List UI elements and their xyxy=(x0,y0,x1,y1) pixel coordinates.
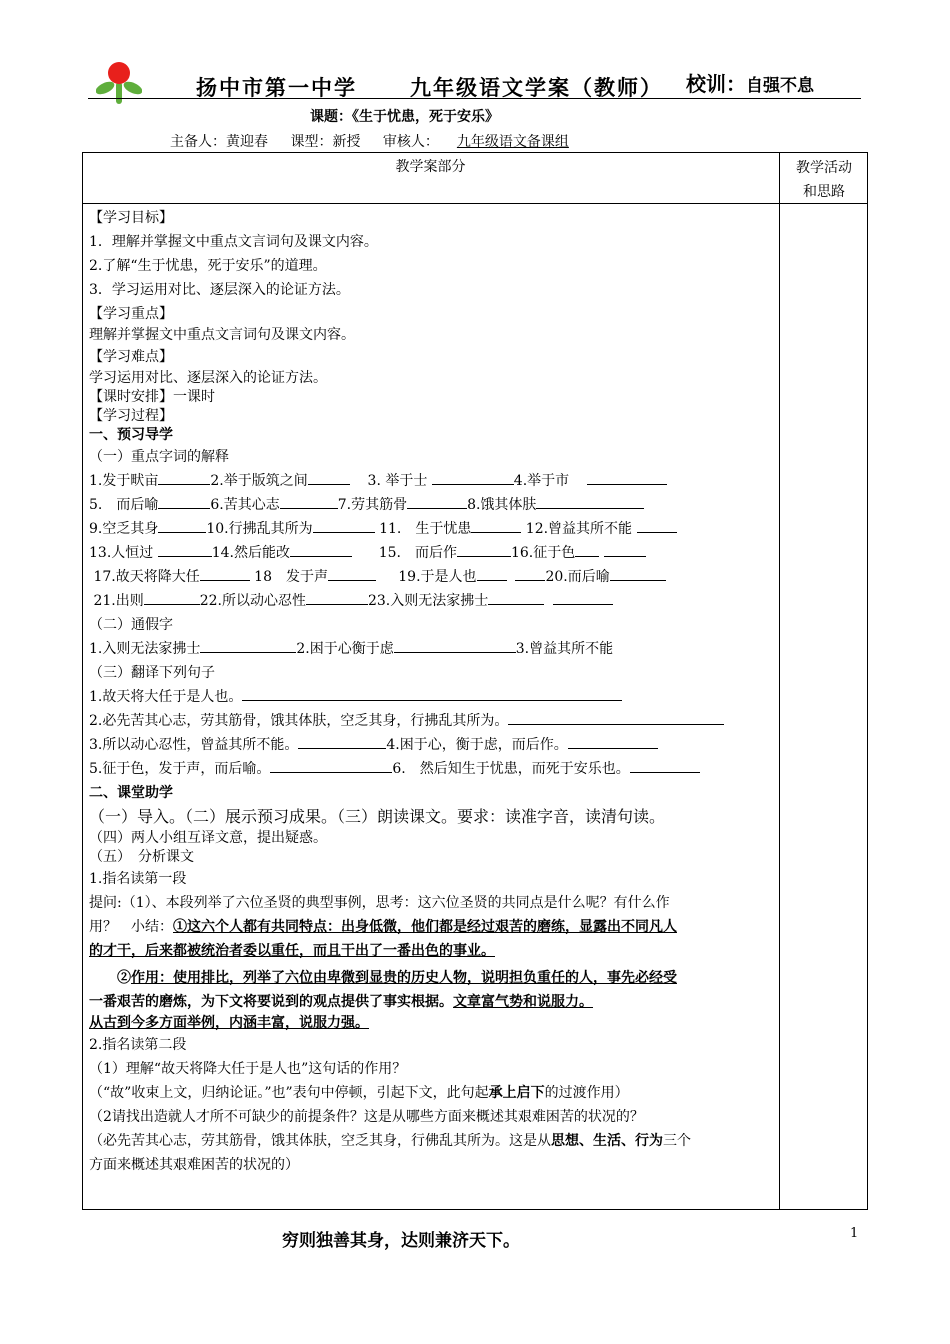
answer-blank[interactable] xyxy=(488,590,544,605)
goal-item: 3．学习运用对比、逐层深入的论证方法。 xyxy=(89,282,350,298)
goal-item: 1．理解并掌握文中重点文言词句及课文内容。 xyxy=(89,234,378,250)
motto-text: 自强不息 xyxy=(746,76,814,96)
answer-blank[interactable] xyxy=(630,758,700,773)
answer-keyword: 思想、生活、行为 xyxy=(551,1133,663,1149)
vocab-item: 21.出则 xyxy=(93,593,144,609)
reviewer xyxy=(383,134,587,150)
page-number: 1 xyxy=(850,1226,859,1241)
vocab-item: 9.空乏其身 xyxy=(89,521,159,537)
sub-heading: （三）翻译下列句子 xyxy=(89,665,215,681)
main-column-header: 教学案部分 xyxy=(395,159,466,175)
answer-blank[interactable] xyxy=(158,470,210,485)
vocab-row xyxy=(89,589,775,613)
vocab-item: 23.入则无法家拂士 xyxy=(367,593,489,609)
answer-blank[interactable] xyxy=(604,542,646,557)
vocab-item: 12.曾益其所不能 xyxy=(525,521,633,537)
summary-label: 用？ 小结： xyxy=(89,919,173,935)
side-column-header-line-1: 教学活动 xyxy=(796,160,852,176)
answer-blank[interactable] xyxy=(575,542,599,557)
vocab-item: 14.然后能改 xyxy=(211,545,290,561)
vocab-item: 20.而后喻 xyxy=(545,569,610,585)
vocab-item: 8.饿其体肤 xyxy=(467,497,537,513)
vocab-item: 16.征于色 xyxy=(510,545,576,561)
answer-blank[interactable] xyxy=(610,566,666,581)
vocab-item: 18 发于声 xyxy=(254,569,328,585)
document-title: 九年级语文学案（教师） xyxy=(410,76,663,100)
answer-blank[interactable] xyxy=(242,686,622,701)
side-column-header-line-2: 和思路 xyxy=(803,184,845,200)
question-line: （2请找出造就人才所不可缺少的前提条件？这是从哪些方面来概述其艰难困苦的状况的？ xyxy=(89,1109,644,1125)
vocab-item: 3. 举于士 xyxy=(367,473,428,489)
answer-blank[interactable] xyxy=(587,470,667,485)
vocab-item: 1.发于畎亩 xyxy=(89,473,159,489)
variant-item: 1.入则无法家拂士 xyxy=(89,641,201,657)
school-motto xyxy=(686,68,814,97)
variant-item: 3.曾益其所不能 xyxy=(515,641,614,657)
question-line: （1）理解“故天将降大任于是人也”这句话的作用？ xyxy=(89,1061,407,1077)
variant-char-row xyxy=(89,637,775,661)
vocab-item: 5. 而后喻 xyxy=(89,497,159,513)
vocab-row xyxy=(89,517,775,541)
answer-highlight: 从古到今多方面举例，内涵丰富，说服力强。 xyxy=(89,1015,369,1031)
answer-text: 的过渡作用） xyxy=(544,1085,629,1101)
translation-row xyxy=(89,733,775,757)
school-logo-icon xyxy=(96,60,142,106)
answer-blank[interactable] xyxy=(200,566,250,581)
vocab-item: 11. 生于忧患 xyxy=(379,521,472,537)
paragraph-task: 1.指名读第一段 xyxy=(89,871,187,887)
answer-line xyxy=(89,966,775,990)
section-heading: 【学习目标】 xyxy=(89,210,173,226)
answer-blank[interactable] xyxy=(290,542,352,557)
translation-item: 3.所以动心忍性，曾益其所不能。 xyxy=(89,737,299,753)
vocab-row xyxy=(89,469,775,493)
vocab-item: 22.所以动心忍性 xyxy=(199,593,306,609)
answer-blank[interactable] xyxy=(308,470,350,485)
footer-quote: 穷则独善其身，达则兼济天下。 xyxy=(282,1231,520,1251)
answer-blank[interactable] xyxy=(394,638,516,653)
answer-blank[interactable] xyxy=(637,518,677,533)
answer-text: （必先苦其心志，劳其筋骨，饿其体肤，空乏其身，行佛乱其所为。这是从 xyxy=(89,1133,551,1149)
vocab-item: 2.举于版筑之间 xyxy=(210,473,308,489)
answer-blank[interactable] xyxy=(144,590,200,605)
translation-item: 4.困于心，衡于虑，而后作。 xyxy=(386,737,568,753)
table-column-divider xyxy=(779,152,780,1210)
answer-blank[interactable] xyxy=(407,494,467,509)
answer-blank[interactable] xyxy=(200,638,296,653)
answer-blank[interactable] xyxy=(457,542,511,557)
sub-heading: （一）重点字词的解释 xyxy=(89,449,229,465)
answer-blank[interactable] xyxy=(515,566,545,581)
class-activity: （五） 分析课文 xyxy=(89,849,194,865)
answer-blank[interactable] xyxy=(158,542,212,557)
answer-blank[interactable] xyxy=(158,518,206,533)
section-heading: 【学习难点】 xyxy=(89,349,173,365)
section-heading: 【学习过程】 xyxy=(89,408,173,424)
schedule-line: 【课时安排】一课时 xyxy=(89,389,215,405)
translation-item: 5.征于色，发于声，而后喻。 xyxy=(89,761,271,777)
translation-row xyxy=(89,709,775,733)
lesson-type: 课型：新授 xyxy=(290,134,361,150)
vocab-item: 6.苦其心志 xyxy=(210,497,280,513)
translation-row xyxy=(89,757,775,781)
answer-highlight: 文章富气势和说服力。 xyxy=(453,994,593,1010)
variant-item: 2.困于心衡于虑 xyxy=(296,641,394,657)
reviewer-name: 九年级语文备课组 xyxy=(456,134,569,150)
answer-keyword: 承上启下 xyxy=(488,1085,545,1101)
lesson-body xyxy=(89,206,775,1177)
translation-row xyxy=(89,685,775,709)
class-activity: （一）导入。（二）展示预习成果。（三）朗读课文。要求：读准字音，读清句读。 xyxy=(89,807,666,826)
answer-blank[interactable] xyxy=(328,566,376,581)
answer-line xyxy=(89,1081,775,1105)
vocab-item: 7.劳其筋骨 xyxy=(337,497,408,513)
answer-highlight: 的才干，后来都被统治者委以重任，而且干出了一番出色的事业。 xyxy=(89,943,495,959)
motto-label: 校训： xyxy=(686,72,746,96)
translation-item: 1.故天将大任于是人也。 xyxy=(89,689,243,705)
sub-heading: （二）通假字 xyxy=(89,617,173,633)
goal-item: 2.了解“生于忧患，死于安乐”的道理。 xyxy=(89,258,327,274)
answer-highlight: 作用：使用排比，列举了六位由卑微到显贵的历史人物，说明担负重任的人，事先必经受 xyxy=(131,970,677,986)
vocab-row xyxy=(89,541,775,565)
answer-highlight: ①这六个人都有共同特点：出身低微，他们都是经过艰苦的磨练，显露出不同凡人 xyxy=(173,919,677,935)
answer-blank[interactable] xyxy=(158,494,210,509)
answer-blank[interactable] xyxy=(306,590,368,605)
answer-text: 三个 xyxy=(663,1133,691,1149)
preparer: 主备人：黄迎春 xyxy=(170,134,268,150)
answer-blank[interactable] xyxy=(477,566,507,581)
answer-index: ② xyxy=(89,970,131,986)
answer-text: 一番艰苦的磨炼，为下文将要说到的观点提供了事实根据。 xyxy=(89,994,453,1010)
paragraph-task: 2.指名读第二段 xyxy=(89,1037,187,1053)
class-activity: （四）两人小组互译文意，提出疑惑。 xyxy=(89,830,327,846)
part-heading: 一、预习导学 xyxy=(89,427,173,443)
question-line xyxy=(89,915,775,939)
table-header-divider xyxy=(82,203,868,204)
answer-blank[interactable] xyxy=(432,470,514,485)
side-column-header xyxy=(780,156,868,204)
vocab-item: 13.人恒过 xyxy=(89,545,154,561)
vocab-item: 4.举于市 xyxy=(513,473,570,489)
answer-line: 方面来概述其艰难困苦的状况的） xyxy=(89,1157,299,1173)
vocab-row xyxy=(89,565,775,589)
answer-line xyxy=(89,990,775,1014)
vocab-item: 10.行拂乱其所为 xyxy=(206,521,313,537)
vocab-item: 15. 而后作 xyxy=(378,545,457,561)
answer-blank[interactable] xyxy=(471,518,521,533)
answer-blank[interactable] xyxy=(270,758,392,773)
answer-blank[interactable] xyxy=(298,734,386,749)
answer-blank[interactable] xyxy=(280,494,338,509)
section-heading: 【学习重点】 xyxy=(89,306,173,322)
vocab-item: 19.于是人也 xyxy=(398,569,477,585)
answer-text: （“故”收束上文，归纳论证。”也”表句中停顿，引起下文，此句起 xyxy=(89,1085,489,1101)
difficulty-text: 学习运用对比、逐层深入的论证方法。 xyxy=(89,370,327,386)
answer-blank[interactable] xyxy=(553,590,613,605)
answer-blank[interactable] xyxy=(568,734,658,749)
lesson-subject: 课题：《生于忧患，死于安乐》 xyxy=(310,109,499,125)
answer-line xyxy=(89,1129,775,1153)
vocab-row xyxy=(89,493,775,517)
lesson-meta xyxy=(170,131,605,151)
translation-item: 6. 然后知生于忧患，而死于安乐也。 xyxy=(392,761,630,777)
part-heading: 二、课堂助学 xyxy=(89,785,173,801)
answer-blank[interactable] xyxy=(508,710,724,725)
school-name: 扬中市第一中学 xyxy=(196,76,357,100)
question-line: 提问:（1）、本段列举了六位圣贤的典型事例，思考：这六位圣贤的共同点是什么呢？有什么作 xyxy=(89,895,670,911)
header-rule xyxy=(88,98,861,99)
answer-blank[interactable] xyxy=(313,518,375,533)
translation-item: 2.必先苦其心志，劳其筋骨，饿其体肤，空乏其身，行拂乱其所为。 xyxy=(89,713,509,729)
reviewer-label: 审核人： xyxy=(382,134,439,150)
key-point-text: 理解并掌握文中重点文言词句及课文内容。 xyxy=(89,327,355,343)
answer-blank[interactable] xyxy=(536,494,644,509)
vocab-item: 17.故天将降大任 xyxy=(93,569,200,585)
